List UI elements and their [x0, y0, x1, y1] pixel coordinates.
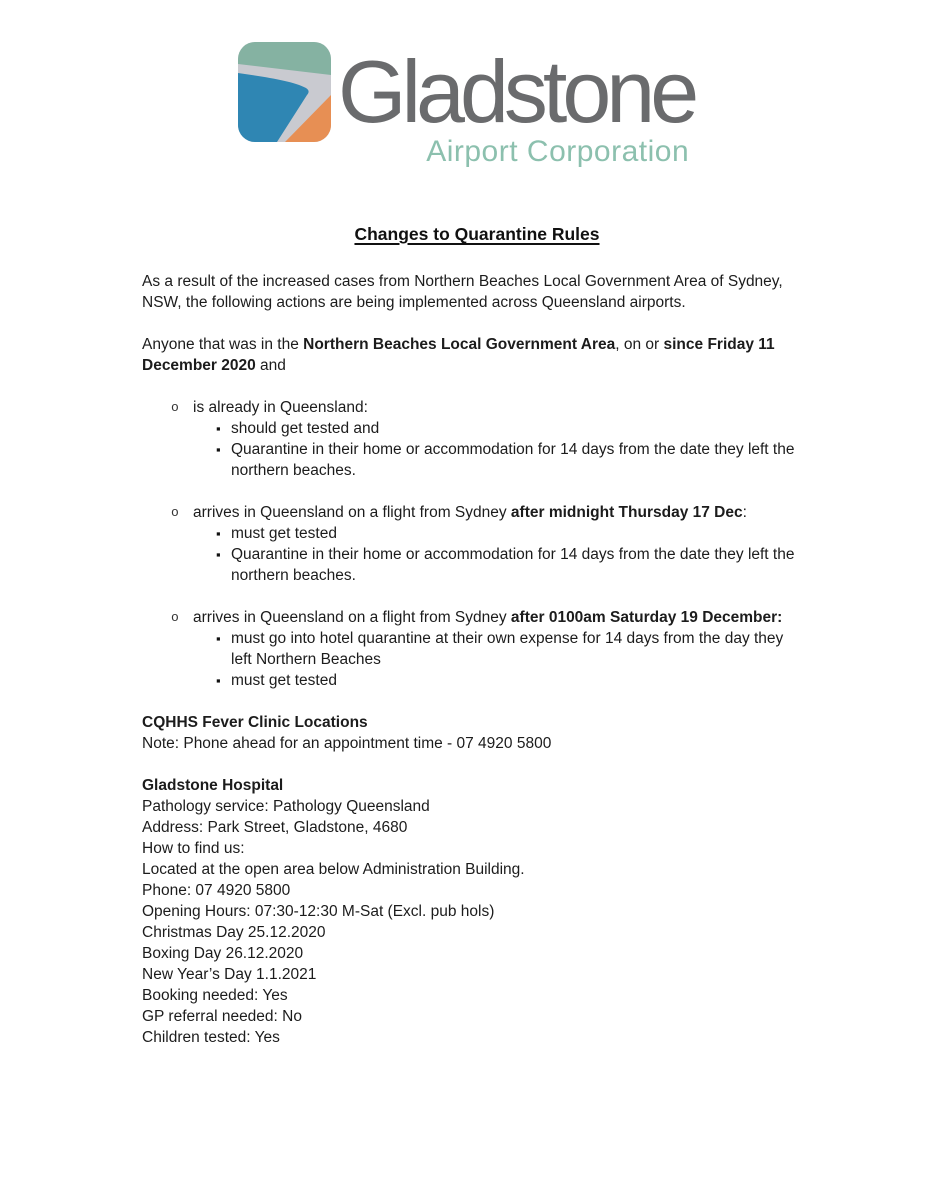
hospital-heading: Gladstone Hospital	[142, 777, 284, 794]
text-run-bold: after 0100am Saturday 19 December:	[510, 609, 783, 626]
fever-clinic-section	[142, 712, 812, 754]
circle-bullet-icon: o	[171, 610, 179, 625]
hospital-line: Pathology service: Pathology Queensland	[142, 798, 430, 815]
hospital-line: Children tested: Yes	[142, 1029, 280, 1046]
rule-group-already-in-qld	[142, 397, 812, 481]
list-item	[142, 439, 812, 481]
square-bullet-icon: ▪	[216, 631, 221, 646]
hospital-line: How to find us:	[142, 840, 245, 857]
rule-heading	[193, 502, 793, 523]
square-bullet-icon: ▪	[216, 442, 221, 457]
logo-tagline: Airport Corporation	[426, 135, 690, 168]
text-run: arrives in Queensland on a flight from Sydney	[193, 609, 511, 626]
logo-wordmark	[338, 40, 694, 168]
rule-item: Quarantine in their home or accommodation for 14 days from the date they left the northern beaches.	[231, 546, 795, 584]
rule-item: must get tested	[231, 525, 337, 542]
rule-item: must go into hotel quarantine at their own expense for 14 days from the day they left Northern Beaches	[231, 630, 784, 668]
circle-bullet-icon: o	[171, 400, 179, 415]
rule-group-after-midnight-17-dec	[142, 502, 812, 586]
intro-paragraph: As a result of the increased cases from Northern Beaches Local Government Area of Sydney, NSW, the following actions are being implemented across Queensland airports.	[142, 273, 783, 311]
square-bullet-icon: ▪	[216, 421, 221, 436]
document-body	[142, 222, 812, 1048]
condition-paragraph	[142, 334, 812, 376]
square-bullet-icon: ▪	[216, 526, 221, 541]
hospital-line: GP referral needed: No	[142, 1008, 302, 1025]
text-run: and	[255, 357, 286, 374]
fever-clinic-heading: CQHHS Fever Clinic Locations	[142, 714, 368, 731]
list-item	[142, 397, 812, 418]
rule-item: must get tested	[231, 672, 337, 689]
text-run: Anyone that was in the	[142, 336, 304, 353]
text-run-bold: Northern Beaches Local Government Area	[303, 336, 616, 353]
text-run: is already in Queensland:	[193, 399, 368, 416]
hospital-line: Address: Park Street, Gladstone, 4680	[142, 819, 408, 836]
list-item	[142, 628, 812, 670]
gladstone-airport-logo	[238, 40, 716, 182]
list-item	[142, 544, 812, 586]
rule-heading	[193, 607, 793, 628]
text-run: :	[742, 504, 747, 521]
hospital-line: New Year’s Day 1.1.2021	[142, 966, 317, 983]
list-item	[142, 523, 812, 544]
text-run-bold: since Friday 11 December 2020	[142, 336, 775, 374]
document-title: Changes to Quarantine Rules	[354, 224, 600, 244]
rule-item: Quarantine in their home or accommodation for 14 days from the date they left the northern beaches.	[231, 441, 795, 479]
rule-group-after-0100-19-dec	[142, 607, 812, 691]
rule-item: should get tested and	[231, 420, 380, 437]
list-item	[142, 607, 812, 628]
circle-bullet-icon: o	[171, 505, 179, 520]
list-item	[142, 418, 812, 439]
hospital-line: Phone: 07 4920 5800	[142, 882, 291, 899]
text-run: , on or	[615, 336, 664, 353]
hospital-line: Booking needed: Yes	[142, 987, 288, 1004]
square-bullet-icon: ▪	[216, 547, 221, 562]
hospital-line: Opening Hours: 07:30-12:30 M-Sat (Excl. pub hols)	[142, 903, 495, 920]
logo-name: Gladstone	[338, 42, 695, 141]
fever-clinic-note: Note: Phone ahead for an appointment time - 07 4920 5800	[142, 735, 552, 752]
text-run: arrives in Queensland on a flight from Sydney	[193, 504, 511, 521]
hospital-line: Boxing Day 26.12.2020	[142, 945, 304, 962]
square-bullet-icon: ▪	[216, 673, 221, 688]
list-item	[142, 670, 812, 691]
hospital-section	[142, 775, 812, 1048]
hospital-line: Christmas Day 25.12.2020	[142, 924, 326, 941]
hospital-line: Located at the open area below Administration Building.	[142, 861, 525, 878]
rule-heading	[193, 397, 793, 418]
list-item	[142, 502, 812, 523]
airport-logo-icon	[238, 42, 331, 142]
text-run-bold: after midnight Thursday 17 Dec	[510, 504, 743, 521]
